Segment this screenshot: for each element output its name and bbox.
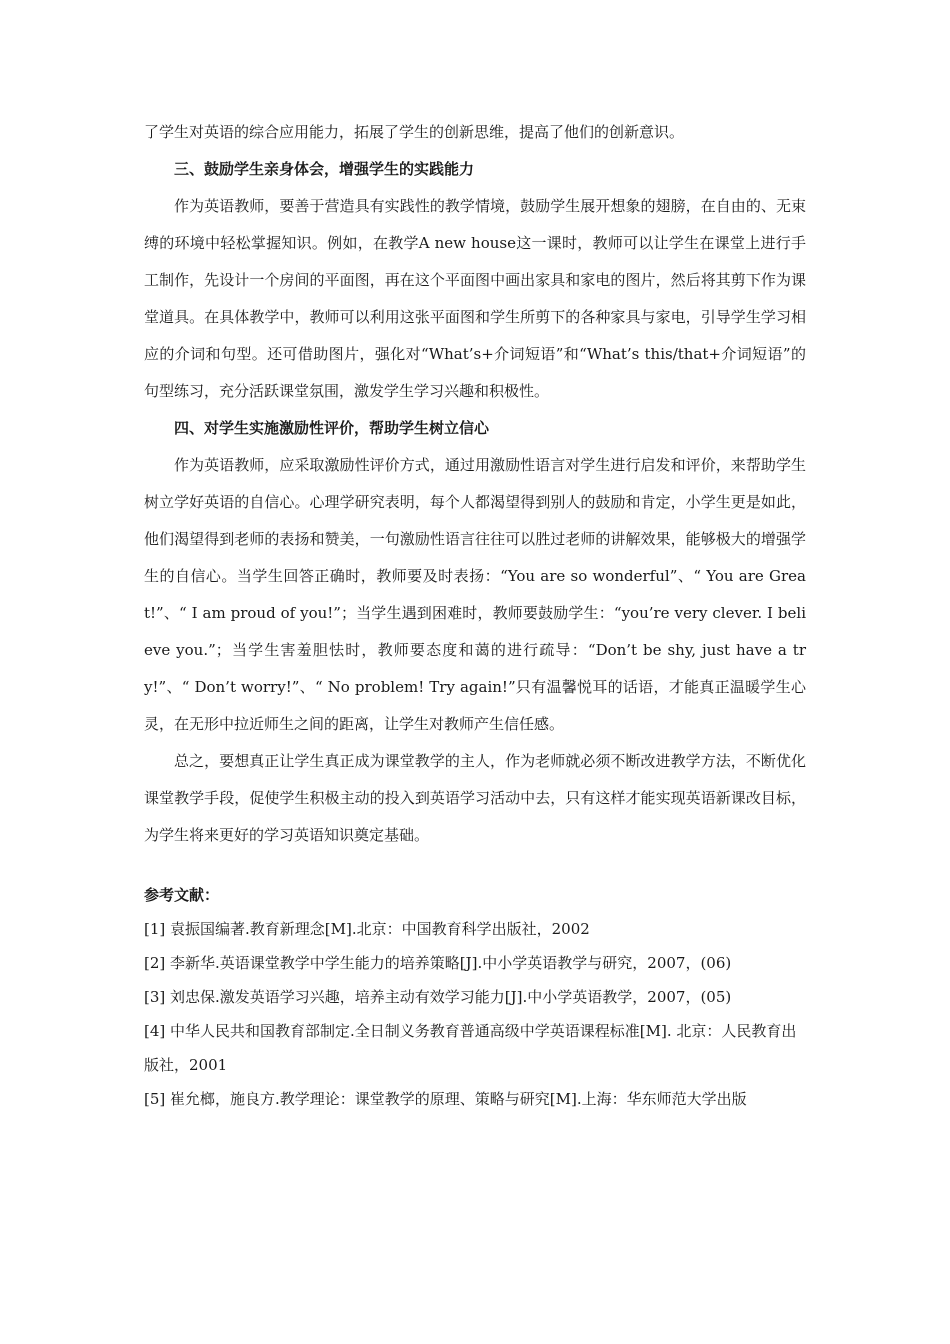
paragraph-conclusion: 总之，要想真正让学生真正成为课堂教学的主人，作为老师就必须不断改进教学方法，不断优化课堂教学手段，促使学生积极主动的投入到英语学习活动中去，只有这样才能实现英语新课改目标，为学生将来更好的学习英语知识奠定基础。 [144,752,806,844]
reference-item-5: [5] 崔允榔，施良方.教学理论：课堂教学的原理、策略与研究[M].上海：华东师范大学出版 [144,1090,747,1108]
section-heading-3: 三、鼓励学生亲身体会，增强学生的实践能力 [174,160,475,178]
reference-item-1: [1] 袁振国编著.教育新理念[M].北京：中国教育科学出版社，2002 [144,920,590,938]
reference-item-4: [4] 中华人民共和国教育部制定.全日制义务教育普通高级中学英语课程标准[M]. 北京：人民教育出版社，2001 [144,1022,797,1074]
reference-item-2: [2] 李新华.英语课堂教学中学生能力的培养策略[J].中小学英语教学与研究，2007，(06) [144,954,732,972]
paragraph-section-4: 作为英语教师，应采取激励性评价方式，通过用激励性语言对学生进行启发和评价，来帮助学生树立学好英语的自信心。心理学研究表明，每个人都渴望得到别人的鼓励和肯定，小学生更是如此，他们渴望得到老师的表扬和赞美，一句激励性语言往往可以胜过老师的讲解效果，能够极大的增强学生的自信心。当学生回答正确时，教师要及时表扬：“You are so wonderful”、“ You are Great!”、“ I am proud of you!”；当学生遇到困难时，教师要鼓励学生：“you’re very clever. I believe you.”；当学生害羞胆怯时，教师要态度和蔼的进行疏导：“Don’t be shy, just have a try!”、“ Don’t worry!”、“ No problem! Try again!”只有温馨悦耳的话语，才能真正温暖学生心灵，在无形中拉近师生之间的距离，让学生对教师产生信任感。 [144,456,806,733]
references-title: 参考文献： [144,886,220,904]
section-heading-4: 四、对学生实施激励性评价，帮助学生树立信心 [174,419,490,437]
paragraph-continuation: 了学生对英语的综合应用能力，拓展了学生的创新思维，提高了他们的创新意识。 [144,123,685,141]
paragraph-section-3: 作为英语教师，要善于营造具有实践性的教学情境，鼓励学生展开想象的翅膀，在自由的、无束缚的环境中轻松掌握知识。例如，在教学A new house这一课时，教师可以让学生在课堂上进行手工制作，先设计一个房间的平面图，再在这个平面图中画出家具和家电的图片，然后将其剪下作为课堂道具。在具体教学中，教师可以利用这张平面图和学生所剪下的各种家具与家电，引导学生学习相应的介词和句型。还可借助图片，强化对“What’s+介词短语”和“What’s this/that+介词短语”的句型练习，充分活跃课堂氛围，激发学生学习兴趣和积极性。 [144,197,806,400]
reference-item-3: [3] 刘忠保.激发英语学习兴趣，培养主动有效学习能力[J].中小学英语教学，2007，(05) [144,988,732,1006]
document-page [144,114,806,1116]
